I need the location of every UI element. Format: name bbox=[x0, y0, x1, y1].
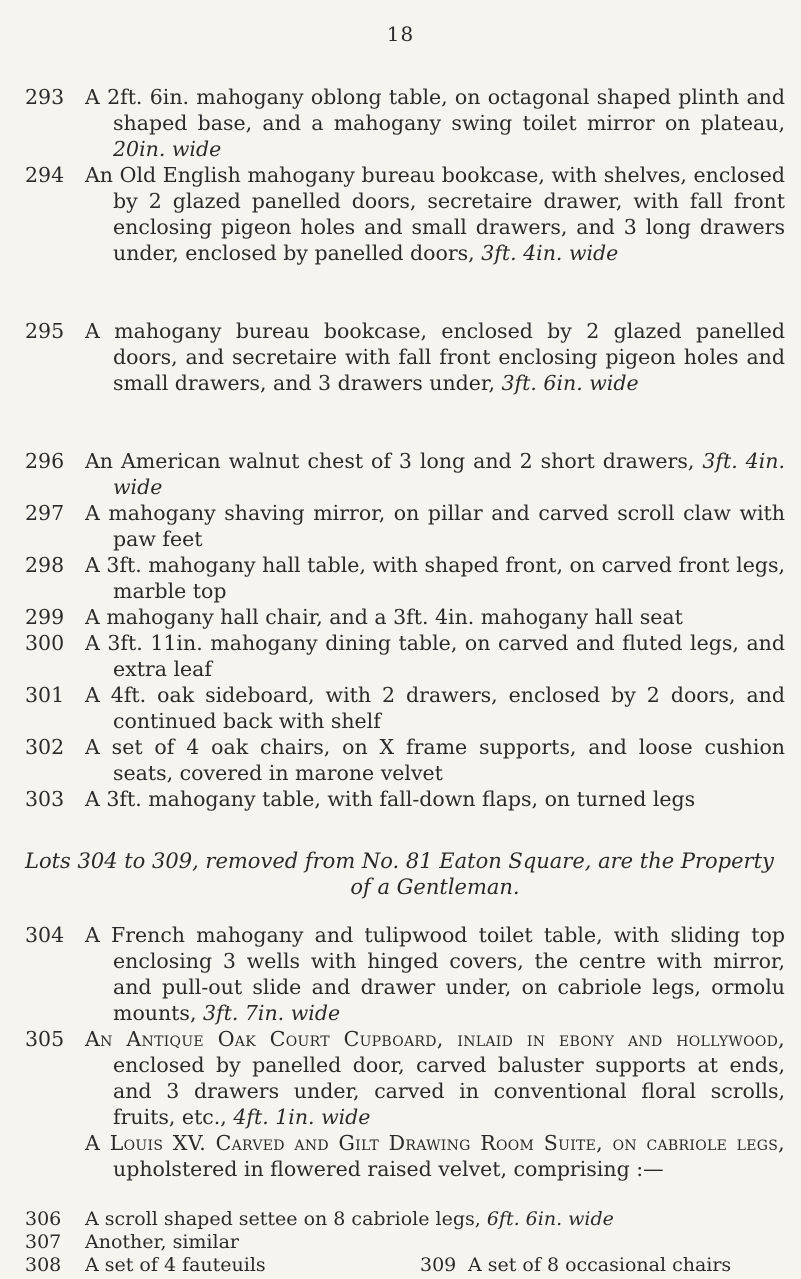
lot-number: 305 bbox=[25, 1027, 65, 1051]
lot-296 bbox=[25, 448, 785, 500]
lot-description: A 3ft. mahogany table, with fall-down flaps, on turned legs bbox=[85, 787, 696, 811]
lot-295 bbox=[25, 318, 785, 396]
lot-dimensions: 3ft. 4in. wide bbox=[113, 449, 785, 499]
lot-306 bbox=[25, 1208, 785, 1231]
lot-description: A 4ft. oak sideboard, with 2 drawers, enclosed by 2 doors, and continued back with shelf bbox=[85, 683, 785, 733]
lot-description: A mahogany shaving mirror, on pillar and carved scroll claw with paw feet bbox=[85, 501, 785, 551]
lot-number: 304 bbox=[25, 923, 65, 947]
lot-number: 307 bbox=[25, 1231, 62, 1253]
lot-description: An Old English mahogany bureau bookcase, with shelves, enclosed by 2 glazed panelled doors, secretaire drawer, with fall front enclosing pigeon holes and small drawers, and 3 long drawers under, enclosed by panelled doors, bbox=[85, 163, 785, 265]
lot-description: A set of 8 occasional chairs bbox=[468, 1254, 732, 1276]
lot-dimensions: 3ft. 4in. wide bbox=[481, 241, 619, 265]
lot-number: 298 bbox=[25, 553, 65, 577]
lot-description: A 3ft. mahogany hall table, with shaped front, on carved front legs, marble top bbox=[85, 553, 785, 603]
lot-number: 302 bbox=[25, 735, 65, 759]
lot-298 bbox=[25, 552, 785, 604]
lot-number: 303 bbox=[25, 787, 65, 811]
lot-number: 297 bbox=[25, 501, 65, 525]
section-heading-line1: Lots 304 to 309, removed from No. 81 Eaton Square, are the Property bbox=[25, 849, 774, 873]
lot-number: 300 bbox=[25, 631, 65, 655]
suite-title: A Louis XV. Carved and Gilt Drawing Room Suite, on cabriole legs, bbox=[85, 1131, 785, 1155]
lot-description: A mahogany hall chair, and a 3ft. 4in. mahogany hall seat bbox=[85, 605, 683, 629]
lot-description: A set of 4 fauteuils bbox=[85, 1254, 266, 1276]
lot-dimensions: 4ft. 1in. wide bbox=[233, 1105, 371, 1129]
lot-294 bbox=[25, 162, 785, 266]
lot-number: 309 bbox=[420, 1254, 457, 1276]
lot-description: An American walnut chest of 3 long and 2 short drawers, bbox=[85, 449, 703, 473]
lot-303 bbox=[25, 786, 785, 812]
suite-description: upholstered in flowered raised velvet, comprising :— bbox=[113, 1157, 664, 1181]
lot-number: 299 bbox=[25, 605, 65, 629]
lot-305 bbox=[25, 1026, 785, 1130]
lot-299 bbox=[25, 604, 785, 630]
lot-dimensions: 3ft. 7in. wide bbox=[202, 1001, 341, 1025]
lot-description: Another, similar bbox=[85, 1231, 239, 1253]
lot-302 bbox=[25, 734, 785, 786]
lot-description: A mahogany bureau bookcase, enclosed by 2 glazed panelled doors, and secretaire with fall front enclosing pigeon holes and small drawers, and 3 drawers under, bbox=[85, 319, 785, 395]
lot-number: 293 bbox=[25, 85, 65, 109]
lot-number: 306 bbox=[25, 1208, 62, 1230]
lot-number: 294 bbox=[25, 163, 65, 187]
lot-309 bbox=[420, 1254, 780, 1277]
section-heading bbox=[25, 848, 785, 900]
lot-number: 308 bbox=[25, 1254, 62, 1276]
lot-dimensions: 20in. wide bbox=[113, 137, 222, 161]
page-number: 18 bbox=[386, 22, 415, 46]
lot-description: A scroll shaped settee on 8 cabriole legs, bbox=[85, 1208, 487, 1230]
lot-307 bbox=[25, 1231, 785, 1254]
lot-dimensions: 6ft. 6in. wide bbox=[486, 1208, 614, 1230]
lot-300 bbox=[25, 630, 785, 682]
lot-304 bbox=[25, 922, 785, 1026]
lot-description: A 2ft. 6in. mahogany oblong table, on octagonal shaped plinth and shaped base, and a mahogany swing toilet mirror on plateau, bbox=[85, 85, 785, 135]
lot-301 bbox=[25, 682, 785, 734]
lot-description: A set of 4 oak chairs, on X frame supports, and loose cushion seats, covered in marone velvet bbox=[85, 735, 785, 785]
lot-297 bbox=[25, 500, 785, 552]
lot-description: enclosed by panelled door, carved baluster supports at ends, and 3 drawers under, carved in conventional floral scrolls, fruits, etc., bbox=[113, 1053, 785, 1129]
lot-title: An Antique Oak Court Cupboard, inlaid in ebony and hollywood, bbox=[85, 1027, 785, 1051]
section-heading-line2: of a Gentleman. bbox=[350, 875, 520, 899]
lot-number: 296 bbox=[25, 449, 65, 473]
suite-heading bbox=[25, 1130, 785, 1182]
lot-293 bbox=[25, 84, 785, 162]
lot-number: 295 bbox=[25, 319, 65, 343]
lot-dimensions: 3ft. 6in. wide bbox=[501, 371, 639, 395]
lot-number: 301 bbox=[25, 683, 65, 707]
lot-description: A French mahogany and tulipwood toilet table, with sliding top enclosing 3 wells with hinged covers, the centre with mirror, and pull-out slide and drawer under, on cabriole legs, ormolu mounts, bbox=[85, 923, 785, 1025]
lot-description: A 3ft. 11in. mahogany dining table, on carved and fluted legs, and extra leaf bbox=[85, 631, 785, 681]
